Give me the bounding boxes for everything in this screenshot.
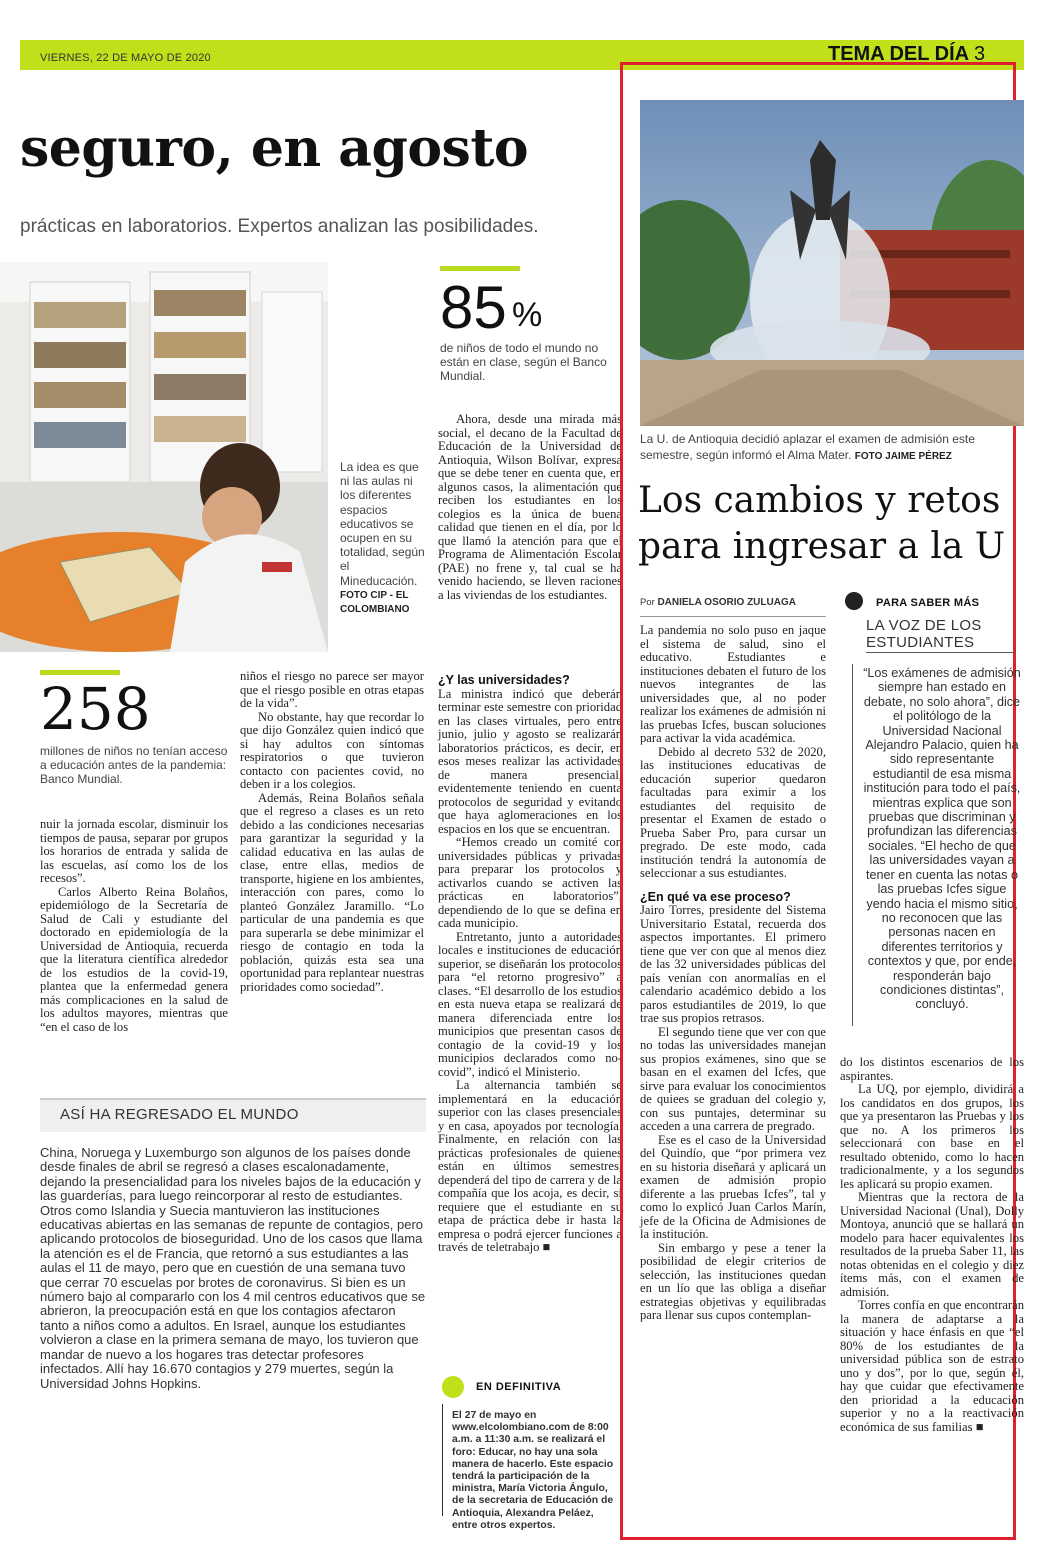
article-column — [438, 670, 622, 1255]
stat-value: 85 — [440, 274, 507, 341]
paragraph: Además, Reina Bolaños señala que el regreso a clases es un reto debido a las condiciones necesarias para garantizar la seguridad y la calidad educativa en las aulas de clase, entre ellas, medios de transporte, higiene en los ambientes, interacción con pares, como lo planteó González Jaramillo. “Lo particular de una pandemia es que para superarla se debe minimizar el riesgo de contagio en toda la población, quizás esta sea una oportunidad para replantear nuestras prioridades como sociedad”. — [240, 790, 424, 994]
paragraph: nuir la jornada escolar, disminuir los tiempos de pausa, separar por grupos los horarios de entrada y salida de las escuelas, así como los de los recesos”. — [40, 817, 228, 885]
en-definitiva-body: El 27 de mayo en www.elcolombiano.com de 8:00 a.m. a 11:30 a.m. se realizará el foro: Educar, no hay una sola manera de hacerlo. Este espacio tendrá la participación de la ministra, María Victoria Ángulo, de la secretaria de Educación de Antioquia, Alexandra Peláez, entre otros expertos. — [452, 1410, 614, 1531]
paragraph: El segundo tiene que ver con que no todas las universidades manejan sus propios exámenes, sino que se basan en el examen del Icfes, que sirve para evaluar los conocimientos de quiees se graduan del colegio y, con sus puntajes, determinar su acceden a una carrera de pregrado. — [640, 1024, 826, 1133]
classroom-photo — [0, 262, 328, 652]
photo-credit: FOTO JAIME PÉREZ — [854, 451, 952, 462]
issue-date: VIERNES, 22 DE MAYO DE 2020 — [40, 52, 211, 64]
sidebar-label: PARA SABER MÁS — [876, 597, 980, 609]
paragraph: La ministra indicó que deberán terminar este semestre con prioridad en las clases virtuales, pero entre junio, julio y agosto se realizarán laboratorios prácticos, es decir, en esos meses realizar las actividades de manera presencial, evidentemente teniendo en cuenta protocolos de seguridad y evitando que haya aglomeraciones en los espacios en los que se encuentran. — [438, 686, 622, 836]
university-photo-caption — [640, 431, 1024, 465]
section-name: TEMA DEL DÍA — [828, 43, 969, 65]
classroom-photo-caption — [340, 460, 428, 617]
subheading: ¿En qué va ese proceso? — [640, 889, 791, 904]
pointer-icon — [442, 1376, 464, 1398]
paragraph: Ahora, desde una mirada más social, el decano de la Facultad de Educación de la Universidad de Antioquia, Wilson Bolívar, expresa que se debe tener en cuenta que, en algunos casos, la alimentación que reciben los estudiantes en los colegios es la única de buena calidad que tienen en el día, por lo que llamó la atención para que el Programa de Alimentación Escolar (PAE) no frene y, tal cual se ha venido haciendo, se lleven raciones a las viviendas de los estudiantes. — [438, 412, 622, 602]
article-headline: Los cambios y retos para ingresar a la U — [638, 480, 1006, 567]
caption-text: La idea es que ni las aulas ni los diferentes espacios educativos se ocupen en su totalidad, según el Mineducación. — [340, 460, 425, 588]
article-column — [640, 624, 826, 1323]
stat-value: 258 — [40, 675, 151, 743]
paragraph: Mientras que la rectora de la Universidad Nacional (Unal), Dolly Montoya, anunció que se hallará un modelo para hacer equivalentes los resultados de la prueba Saber 11, las notas obtenidas en el colegio y diez ítems más, con el examen de admisión. — [840, 1190, 1024, 1299]
byline-prefix: Por — [640, 597, 655, 608]
sidebar-rule — [866, 652, 1016, 653]
photo-credit: FOTO CIP - EL COLOMBIANO — [340, 589, 410, 616]
stat-rule — [440, 266, 520, 271]
paragraph: do los distintos escenarios de los aspirantes. — [840, 1055, 1024, 1083]
en-definitiva-title: EN DEFINITIVA — [476, 1381, 562, 1393]
paragraph: La alternancia también se implementará en la educación superior con las clases presenciales y en casa, apoyados por tecnología. Finalmente, en relación con las prácticas profesionales de quienes están en últimos semestres, dependerá del tipo de carrera y de la compañía que los acoja, es decir, si requiere que el estudiante en su etapa de práctica debe ir hasta la empresa o podrá ejercer funciones a través de teletrabajo ■ — [438, 1078, 622, 1254]
byline-rule — [640, 616, 826, 617]
sidebar-title: LA VOZ DE LOS ESTUDIANTES — [866, 617, 982, 651]
subheading: ¿Y las universidades? — [438, 673, 570, 687]
article-column — [40, 818, 228, 1034]
paragraph: Torres confía en que encontrarán la manera de adaptarse a la situación y hace énfasis en que “el 80% de los estudiantes de la universidad pública son de estrato uno y dos”, por lo que, según él, hay que cuidar que efectivamente den prioridad a la educación superior y no a la reactivación económica de sus familias ■ — [840, 1298, 1024, 1434]
stat-description: millones de niños no tenían acceso a educación antes de la pandemia: Banco Mundial. — [40, 744, 228, 786]
paragraph: Carlos Alberto Reina Bolaños, epidemiólogo de la Secretaría de Salud de Cali y estudiante del doctorado en epidemiología de la Universidad de Antioquia, recuerda que la literatura científica alrededor de los estudios de la covid-19, plantea que la enfermedad genera más complicaciones en la salud de los adultos mayores, mientras que “en el caso de los — [40, 884, 228, 1034]
page-number: 3 — [973, 43, 986, 65]
paragraph: Debido al decreto 532 de 2020, las instituciones educativas de educación superior quedaron facultadas para eximir a los estudiantes del requisito de presentar el Examen de estado o Prueba Saber Pro, para cursar un pregrado. De este modo, cada institución tendrá la autonomía de seleccionar a sus estudiantes. — [640, 744, 826, 880]
paragraph: No obstante, hay que recordar lo que dijo González quien indicó que si hay adultos con síntomas respiratorios o que tuvieron contacto con pacientes covid, no deben ir a los colegios. — [240, 709, 424, 791]
sidebar-box-title: ASÍ HA REGRESADO EL MUNDO — [60, 1106, 299, 1123]
article-column — [840, 1056, 1024, 1434]
stat-description: de niños de todo el mundo no están en clase, según el Banco Mundial. — [440, 341, 607, 383]
article-column — [438, 413, 622, 602]
caption-text: La U. de Antioquia decidió aplazar el examen de admisión este semestre, según informó el Alma Mater. — [640, 432, 975, 462]
byline — [640, 597, 796, 608]
pin-icon — [845, 592, 863, 610]
main-subheadline: prácticas en laboratorios. Expertos analizan las posibilidades. — [20, 216, 539, 237]
paragraph: niños el riesgo no parece ser mayor que el riesgo posible en otras etapas de la vida”. — [240, 669, 424, 710]
paragraph: Ese es el caso de la Universidad del Quindío, que “por primera vez en su historia diseñará y aplicará un examen de admisión propio diferente a las pruebas Icfes”, tal y como lo explicó Juan Carlos Marín, jefe de la Oficina de Admisiones de la institución. — [640, 1132, 826, 1241]
sidebar-box-body: China, Noruega y Luxemburgo son algunos de los países donde desde finales de abril se regresó a clases escalonadamente, dejando la presencialidad para los niveles bajos de la educación y las guarderías, para luego reincorporar al resto de estudiantes. Otros como Islandia y Suecia mantuvieron las instituciones educativas abiertas en las semanas de repunte de contagios, pero aplicando protocolos de bioseguridad. Uno de los casos que llama la atención es el de Francia, que retornó a sus estudiantes a las aulas el 11 de mayo, pero que en cuestión de una semana tuvo que cerrar 70 escuelas por brotes de coronavirus. Si bien es un número bajo al compararlo con los 4 mil centros educativos que se abrieron, la preocupación está en que los contagios afectaron tanto a niños como a adultos. En Israel, aunque los estudiantes volvieron a clase en la primera semana de mayo, los tuvieron que mandar de nuevo a los hogares tras detectar profesores infectados. Allí hay 16.670 contagios y 279 muertes, según la Universidad Johns Hopkins. — [40, 1145, 426, 1391]
university-photo — [640, 100, 1024, 426]
paragraph: La pandemia no solo puso en jaque el sistema de salud, sino el educativo. Estudiantes e instituciones debaten el futuro de los nuevos integrantes de las universidades que, al no poder realizar los exámenes de admisión ni las pruebas Icfes, buscan soluciones para activar la vida académica. — [640, 623, 826, 745]
sidebar-body: “Los exámenes de admisión siempre han estado en debate, no solo ahora”, dice el politólogo de la Universidad Nacional Alejandro Palacio, quien ha sido representante estudiantil de esa misma institución para todo el país, mientras explica que son pruebas que discriminan y profundizan las diferencias sociales. “El hecho de que las universidades vayan a tener en cuenta las notas o las pruebas Icfes sigue yendo hacia el mismo sitio, no reconocen que las personas nacen en diferentes territorios y contextos y que, por ende, responderán bajo condiciones distintas”, concluyó. — [863, 666, 1021, 1012]
main-headline: seguro, en agosto — [20, 118, 529, 179]
byline-author: DANIELA OSORIO ZULUAGA — [657, 597, 796, 608]
paragraph: “Hemos creado un comité con universidades públicas y privadas para preparar los protocolos y activarlos cuando se activen las prácticas en laboratorios”, dependiendo de lo que se defina en cada municipio. — [438, 835, 622, 930]
paragraph: Sin embargo y pese a tener la posibilidad de elegir criterios de selección, las instituciones quedan en un lío que las obliga a diseñar estrategias objetivas y equilibradas para llenar sus cupos contemplan- — [640, 1240, 826, 1322]
sidebar-bar — [852, 664, 853, 1026]
article-column — [240, 670, 424, 994]
paragraph: Jairo Torres, presidente del Sistema Universitario Estatal, recuerda dos aspectos importantes. El primero tiene que ver con que al menos diez de las 32 universidades públicas del país venían con anormalías en el calendario académico debido a los paros estudiantiles de 2019, lo que trae sus propios retrasos. — [640, 903, 826, 1025]
paragraph: La UQ, por ejemplo, dividirá a los candidatos en dos grupos, los que ya presentaron las Pruebas y los que no. A los primeros los seleccionará con base en el resultado obtenido, como lo hacen tradicionalmente, y a los segundos les aplicará su propio examen. — [840, 1082, 1024, 1191]
stat-unit: % — [512, 296, 543, 334]
paragraph: Entretanto, junto a autoridades locales e instituciones de educación superior, se diseñarán los protocolos para “el retorno progresivo” a clases. “El desarrollo de los estudios en esta nueva etapa se realizará de manera diferenciada entre los municipios que presentan casos de contagio de la covid-19 y los municipios declarados como no-covid”, indicó el Ministerio. — [438, 929, 622, 1079]
